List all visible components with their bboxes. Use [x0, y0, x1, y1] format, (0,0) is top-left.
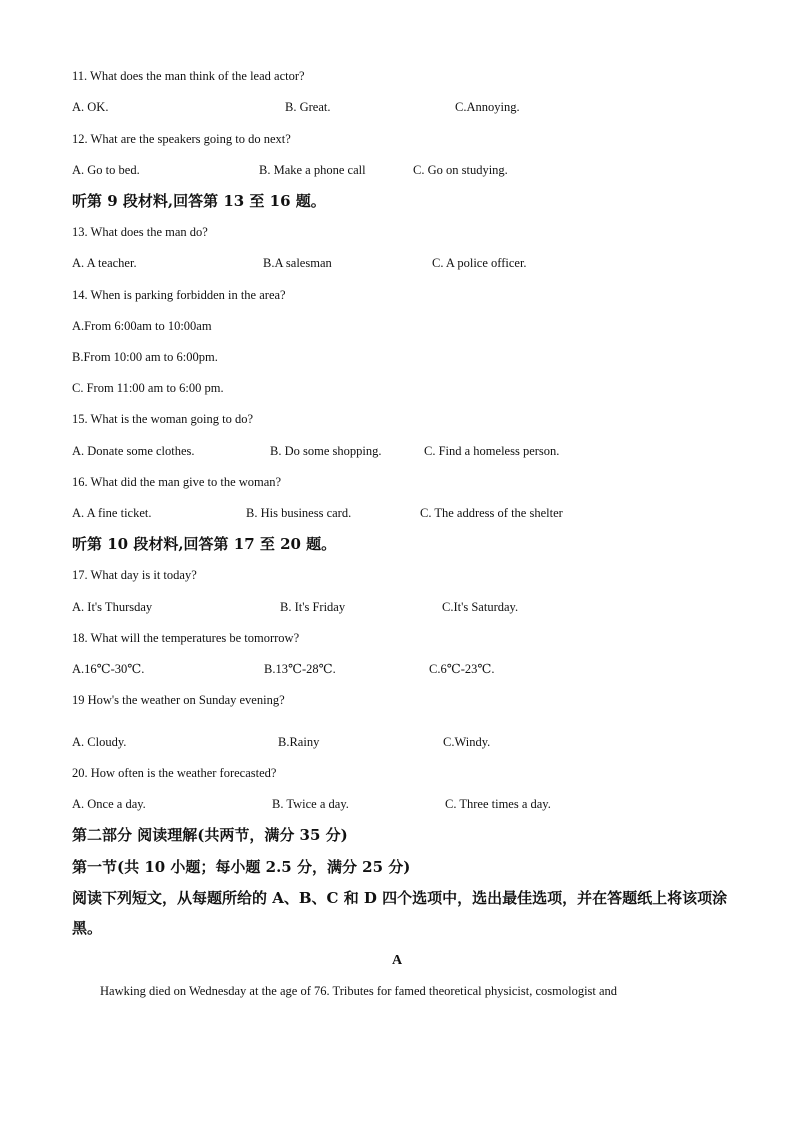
q15-option-c: C. Find a homeless person. [424, 444, 560, 458]
q17-option-b: B. It's Friday [280, 600, 346, 614]
q18-option-c: C.6℃-23℃. [429, 662, 495, 676]
q17-option-a: A. It's Thursday [72, 600, 153, 614]
q12-option-b: B. Make a phone call [259, 163, 366, 177]
passage-label: A [391, 953, 403, 968]
q20-option-b: B. Twice a day. [272, 797, 349, 811]
q19-option-b: B.Rainy [278, 735, 320, 749]
q14-option-b: B.From 10:00 am to 6:00pm. [72, 350, 218, 364]
q12-option-c: C. Go on studying. [413, 163, 508, 177]
q13-option-a: A. A teacher. [72, 256, 137, 270]
q18-option-a: A.16℃-30℃. [72, 662, 145, 676]
q12-option-a: A. Go to bed. [72, 163, 140, 177]
q11-option-b: B. Great. [285, 100, 331, 114]
reading-instructions: 阅读下列短文，从每题所给的 A、B、C 和 D 四个选项中，选出最佳选项，并在答题纸上将该项涂黑。 [72, 889, 728, 937]
section-9-heading: 听第 9 段材料,回答第 13 至 16 题。 [72, 192, 326, 210]
q16-stem: 16. What did the man give to the woman? [72, 475, 282, 489]
q19-option-a: A. Cloudy. [72, 735, 127, 749]
q18-stem: 18. What will the temperatures be tomorrow? [72, 631, 300, 645]
q11-option-c: C.Annoying. [455, 100, 520, 114]
q16-option-b: B. His business card. [246, 506, 352, 520]
q11-stem: 11. What does the man think of the lead actor? [72, 69, 305, 83]
q17-stem: 17. What day is it today? [72, 568, 197, 582]
q18-option-b: B.13℃-28℃. [264, 662, 336, 676]
q11-option-a: A. OK. [72, 100, 109, 114]
q14-option-a: A.From 6:00am to 10:00am [72, 319, 212, 333]
part-2-section-1-heading: 第一节(共 10 小题；每小题 2.5 分，满分 25 分) [72, 858, 411, 876]
q17-option-c: C.It's Saturday. [442, 600, 519, 614]
q20-stem: 20. How often is the weather forecasted? [72, 766, 277, 780]
q15-option-b: B. Do some shopping. [270, 444, 382, 458]
q13-option-b: B.A salesman [263, 256, 332, 270]
q19-stem: 19 How's the weather on Sunday evening? [72, 693, 285, 707]
q13-option-c: C. A police officer. [432, 256, 527, 270]
passage-first-line: Hawking died on Wednesday at the age of 76. Tributes for famed theoretical physicist, cosmologist and [100, 984, 618, 998]
q14-option-c: C. From 11:00 am to 6:00 pm. [72, 381, 224, 395]
q12-stem: 12. What are the speakers going to do next? [72, 132, 291, 146]
q16-option-a: A. A fine ticket. [72, 506, 152, 520]
q20-option-a: A. Once a day. [72, 797, 146, 811]
q15-option-a: A. Donate some clothes. [72, 444, 195, 458]
section-10-heading: 听第 10 段材料,回答第 17 至 20 题。 [72, 535, 337, 553]
q19-option-c: C.Windy. [443, 735, 491, 749]
q14-stem: 14. When is parking forbidden in the area? [72, 288, 286, 302]
q20-option-c: C. Three times a day. [445, 797, 551, 811]
part-2-heading: 第二部分 阅读理解(共两节，满分 35 分) [72, 826, 348, 844]
q13-stem: 13. What does the man do? [72, 225, 208, 239]
q15-stem: 15. What is the woman going to do? [72, 412, 253, 426]
q16-option-c: C. The address of the shelter [420, 506, 563, 520]
